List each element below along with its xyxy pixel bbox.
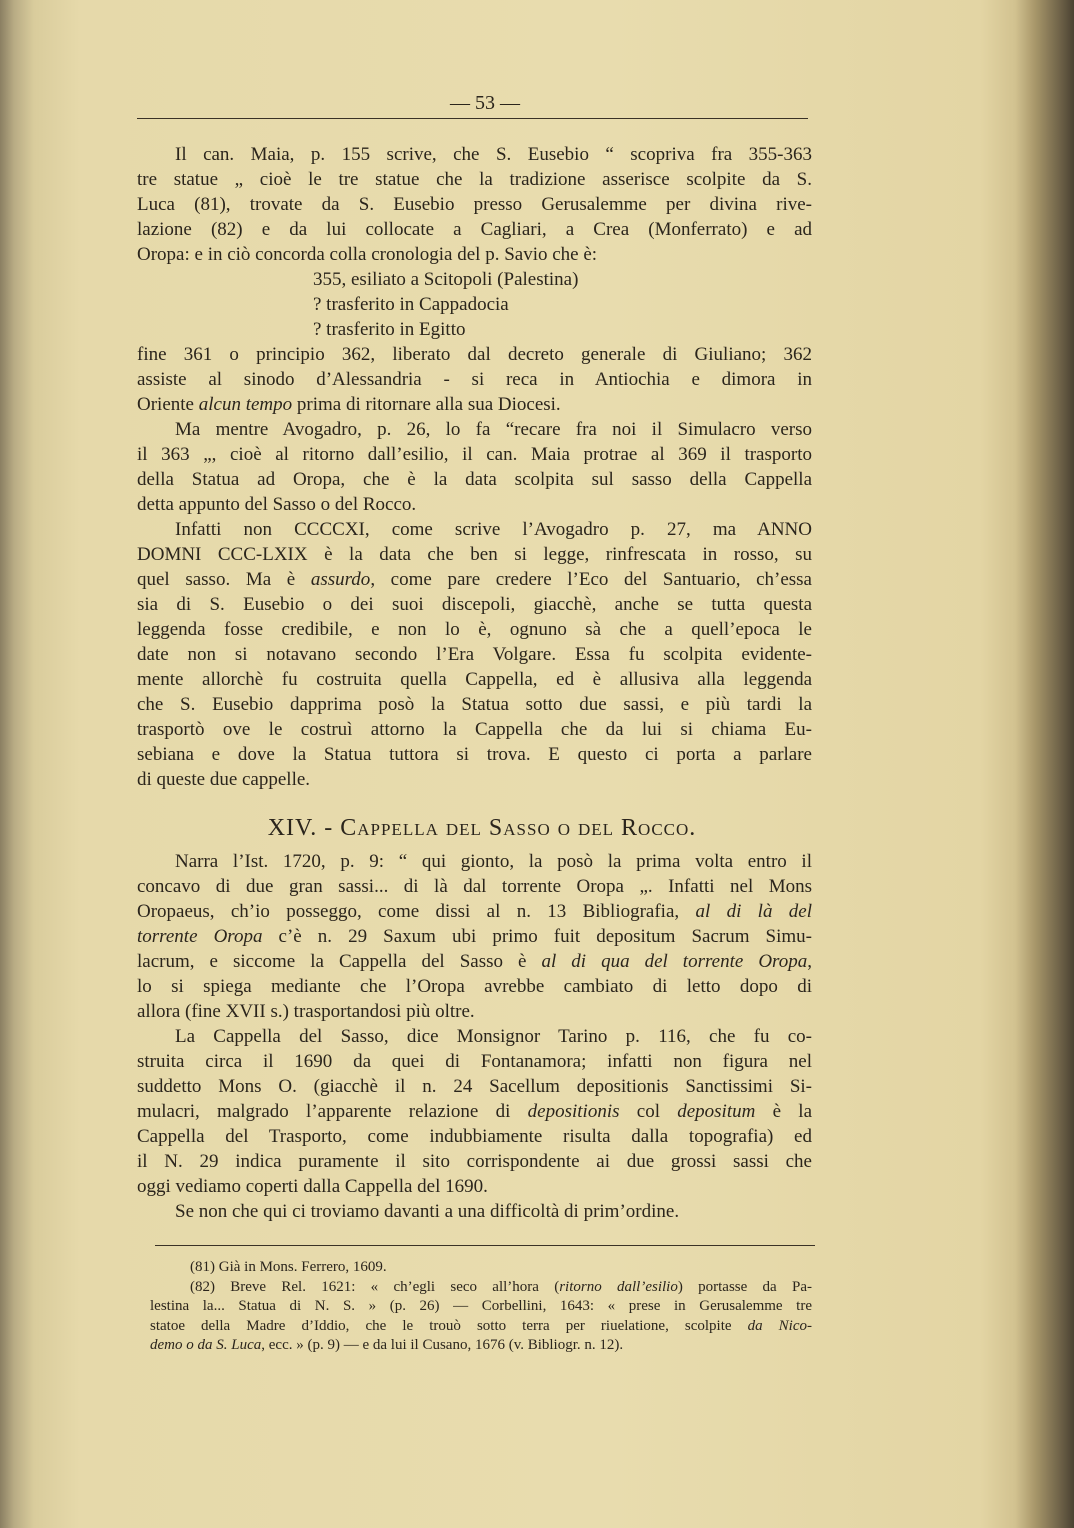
text-run: suddetto Mons O. (giacchè il n. 24 Sacellum depositionis Sanctissimi Si- bbox=[137, 1076, 812, 1097]
text-run: lacrum, e siccome la Cappella del Sasso è bbox=[137, 951, 542, 972]
text-run: statoe della Madre d’Iddio, che le trouò sotto terra per riuelatione, scolpite bbox=[150, 1317, 748, 1334]
text-line bbox=[137, 217, 812, 242]
text-line bbox=[137, 1199, 812, 1224]
text-run: Il can. Maia, p. 155 scrive, che S. Eusebio “ scopriva fra 355-363 bbox=[175, 144, 812, 165]
text-line bbox=[137, 367, 812, 392]
text-run: sia di S. Eusebio o dei suoi discepoli, giacchè, anche se tutta questa bbox=[137, 594, 812, 615]
text-line bbox=[137, 292, 812, 317]
text-line bbox=[137, 517, 812, 542]
italic-text: ritorno dall’esilio bbox=[559, 1278, 678, 1295]
text-run: date non si notavano secondo l’Era Volgare. Essa fu scolpita evidente- bbox=[137, 644, 812, 665]
text-run: è la bbox=[755, 1101, 812, 1122]
body-text-section-1 bbox=[137, 142, 812, 792]
text-run: il 363 „, cioè al ritorno dall’esilio, il can. Maia protrae al 369 il trasporto bbox=[137, 444, 812, 465]
text-line bbox=[137, 142, 812, 167]
text-run: La Cappella del Sasso, dice Monsignor Tarino p. 116, che fu co- bbox=[175, 1026, 812, 1047]
text-line bbox=[137, 642, 812, 667]
footnote-rule bbox=[155, 1245, 815, 1246]
text-line bbox=[137, 392, 812, 417]
text-run: , bbox=[807, 951, 812, 972]
text-line bbox=[137, 342, 812, 367]
text-run: Luca (81), trovate da S. Eusebio presso Gerusalemme per divina rive- bbox=[137, 194, 812, 215]
text-line bbox=[137, 1074, 812, 1099]
text-line bbox=[137, 267, 812, 292]
text-run: fine 361 o principio 362, liberato dal decreto generale di Giuliano; 362 bbox=[137, 344, 812, 365]
text-run: struita circa il 1690 da quei di Fontanamora; infatti non figura nel bbox=[137, 1051, 812, 1072]
text-run: detta appunto del Sasso o del Rocco. bbox=[137, 494, 417, 515]
text-run: assiste al sinodo d’Alessandria - si reca in Antiochia e dimora in bbox=[137, 369, 812, 390]
text-run: Ma mentre Avogadro, p. 26, lo fa “recare fra noi il Simulacro verso bbox=[175, 419, 812, 440]
text-line bbox=[137, 767, 812, 792]
italic-text: alcun tempo bbox=[198, 394, 293, 415]
footnote-line bbox=[150, 1297, 812, 1317]
text-run: DOMNI CCC-LXIX è la data che ben si legge, rinfrescata in rosso, su bbox=[137, 544, 812, 565]
text-line bbox=[137, 924, 812, 949]
page-number: — 53 — bbox=[450, 92, 520, 114]
text-run: quel sasso. Ma è bbox=[137, 569, 311, 590]
body-text-section-2 bbox=[137, 849, 812, 1224]
text-line bbox=[137, 1049, 812, 1074]
text-run: ) portasse da Pa- bbox=[677, 1278, 812, 1295]
text-line bbox=[137, 317, 812, 342]
text-line bbox=[137, 1024, 812, 1049]
text-line bbox=[137, 692, 812, 717]
text-line bbox=[137, 742, 812, 767]
text-line bbox=[137, 242, 812, 267]
text-line bbox=[137, 949, 812, 974]
text-line bbox=[137, 717, 812, 742]
text-run: lazione (82) e da lui collocate a Cagliari, a Crea (Monferrato) e ad bbox=[137, 219, 812, 240]
text-run: leggenda fosse credibile, e non lo è, ognuno sà che a quell’epoca le bbox=[137, 619, 812, 640]
text-run: , ecc. » (p. 9) — e da lui il Cusano, 1676 (v. Bibliogr. n. 12). bbox=[261, 1337, 624, 1353]
text-run: ? trasferito in Egitto bbox=[313, 319, 466, 340]
text-run: ? trasferito in Cappadocia bbox=[313, 294, 509, 315]
text-line bbox=[137, 1124, 812, 1149]
footnote-line bbox=[190, 1258, 812, 1278]
text-run: , come pare credere l’Eco del Santuario, ch’essa bbox=[370, 569, 812, 590]
text-run: Oropa: e in ciò concorda colla cronologia del p. Savio che è: bbox=[137, 244, 598, 265]
text-run: (82) Breve Rel. 1621: « ch’egli seco all’hora ( bbox=[190, 1278, 560, 1295]
text-line bbox=[137, 974, 812, 999]
text-run: lo si spiega mediante che l’Oropa avrebbe cambiato di letto dopo di bbox=[137, 976, 812, 997]
text-run: prima di ritornare alla sua Diocesi. bbox=[292, 394, 561, 415]
text-line bbox=[137, 874, 812, 899]
text-run: (81) Già in Mons. Ferrero, 1609. bbox=[190, 1259, 387, 1275]
text-run: Cappella del Trasporto, come indubbiamente risulta dalla topografia) ed bbox=[137, 1126, 812, 1147]
text-line bbox=[137, 417, 812, 442]
text-run: tre statue „ cioè le tre statue che la tradizione asserisce scolpite da S. bbox=[137, 169, 812, 190]
section-heading: XIV. - Cappella del Sasso o del Rocco. bbox=[267, 815, 697, 841]
italic-text: demo o da S. Luca bbox=[150, 1337, 262, 1353]
text-line bbox=[137, 667, 812, 692]
text-run: Infatti non CCCCXI, come scrive l’Avogadro p. 27, ma ANNO bbox=[175, 519, 812, 540]
italic-text: al di qua del torrente Oropa bbox=[541, 951, 808, 972]
text-run: trasportò ove le costruì attorno la Cappella che da lui si chiama Eu- bbox=[137, 719, 812, 740]
text-run: concavo di due gran sassi... di là dal torrente Oropa „. Infatti nel Mons bbox=[137, 876, 812, 897]
text-run: lestina la... Statua di N. S. » (p. 26) — Corbellini, 1643: « prese in Gerusalemme tre bbox=[150, 1298, 812, 1314]
text-run: Oropaeus, ch’io posseggo, come dissi al n. 13 Bibliografia, bbox=[137, 901, 696, 922]
text-run: Narra l’Ist. 1720, p. 9: “ qui gionto, la posò la prima volta entro il bbox=[175, 851, 812, 872]
text-line bbox=[137, 617, 812, 642]
text-line bbox=[137, 1149, 812, 1174]
text-line bbox=[137, 192, 812, 217]
text-line bbox=[137, 467, 812, 492]
text-line bbox=[137, 592, 812, 617]
italic-text: assurdo bbox=[310, 569, 371, 590]
text-line bbox=[137, 1174, 812, 1199]
italic-text: al di là del bbox=[695, 901, 812, 922]
text-run: mulacri, malgrado l’apparente relazione di bbox=[137, 1101, 528, 1122]
text-run: allora (fine XVII s.) trasportandosi più oltre. bbox=[137, 1001, 475, 1022]
header-rule bbox=[137, 118, 808, 119]
text-run: che S. Eusebio dapprima posò la Statua sotto due sassi, e più tardi la bbox=[137, 694, 812, 715]
text-run: oggi vediamo coperti dalla Cappella del 1690. bbox=[137, 1176, 488, 1197]
footnotes bbox=[150, 1258, 812, 1356]
text-line bbox=[137, 999, 812, 1024]
footnote-line bbox=[150, 1317, 812, 1337]
text-line bbox=[137, 1099, 812, 1124]
italic-text: da Nico- bbox=[747, 1317, 812, 1334]
text-run: c’è n. 29 Saxum ubi primo fuit depositum Sacrum Simu- bbox=[262, 926, 812, 947]
text-run: il N. 29 indica puramente il sito corrispondente ai due grossi sassi che bbox=[137, 1151, 812, 1172]
text-run: Oriente bbox=[137, 394, 199, 415]
text-line bbox=[137, 849, 812, 874]
footnote-line bbox=[150, 1336, 812, 1356]
text-run: sebiana e dove la Statua tuttora si trova. E questo ci porta a parlare bbox=[137, 744, 812, 765]
text-run: di queste due cappelle. bbox=[137, 769, 311, 790]
italic-text: depositum bbox=[677, 1101, 756, 1122]
text-run: col bbox=[619, 1101, 678, 1122]
text-line bbox=[137, 542, 812, 567]
text-line bbox=[137, 567, 812, 592]
footnote-line bbox=[190, 1278, 812, 1298]
text-line bbox=[137, 492, 812, 517]
text-line bbox=[137, 167, 812, 192]
text-run: 355, esiliato a Scitopoli (Palestina) bbox=[313, 269, 579, 290]
text-run: Se non che qui ci troviamo davanti a una difficoltà di prim’ordine. bbox=[175, 1201, 680, 1222]
italic-text: depositionis bbox=[527, 1101, 620, 1122]
text-run: della Statua ad Oropa, che è la data scolpita sul sasso della Cappella bbox=[137, 469, 812, 490]
text-line bbox=[137, 899, 812, 924]
text-line bbox=[137, 442, 812, 467]
italic-text: torrente Oropa bbox=[137, 926, 263, 947]
text-run: mente allorchè fu costruita quella Cappella, ed è allusiva alla leggenda bbox=[137, 669, 812, 690]
